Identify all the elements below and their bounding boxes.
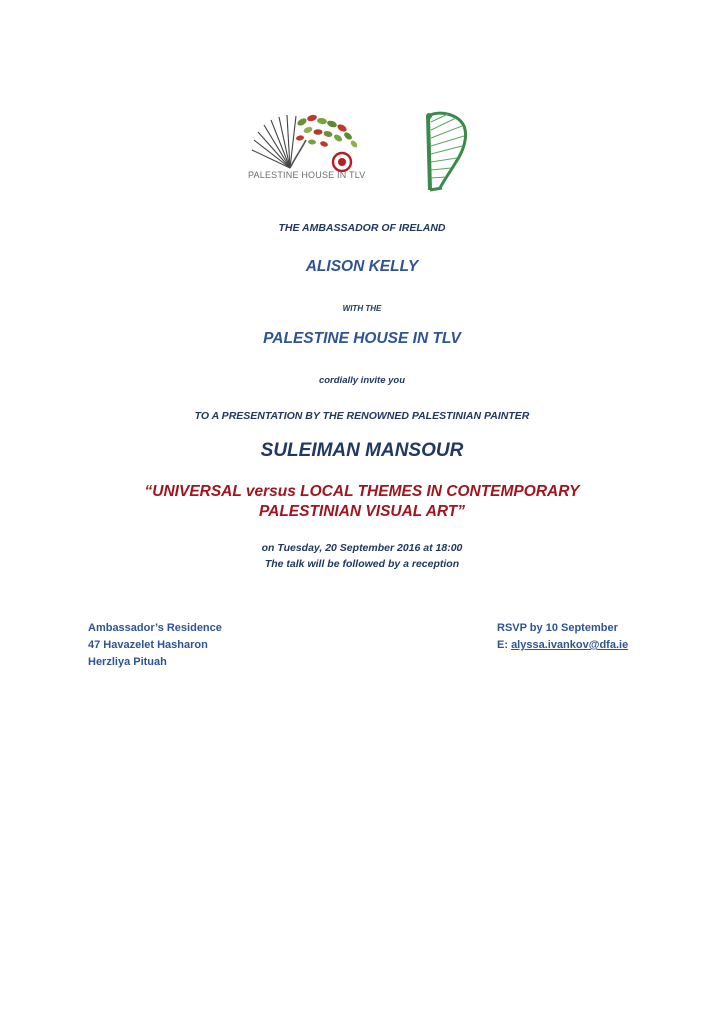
irish-harp-logo (418, 110, 470, 192)
rsvp-email-link[interactable]: alyssa.ivankov@dfa.ie (511, 639, 629, 651)
invite-text: cordially invite you (318, 375, 406, 386)
rsvp-deadline: RSVP by 10 September (497, 622, 618, 634)
rsvp-email-line (497, 637, 628, 654)
painter-name: SULEIMAN MANSOUR (260, 440, 464, 461)
rsvp-email-prefix: E: (497, 639, 512, 651)
reception-note: The talk will be followed by a reception (264, 558, 460, 570)
host-title: THE AMBASSADOR OF IRELAND (278, 222, 446, 234)
talk-title-line-2: PALESTINIAN VISUAL ART” (258, 503, 466, 520)
address-line-1: Ambassador’s Residence (88, 622, 222, 634)
logo-row (0, 108, 724, 198)
rsvp-block (497, 620, 628, 654)
event-details (0, 540, 724, 572)
with-the-text: WITH THE (342, 304, 382, 313)
palestine-house-tree-icon (246, 110, 386, 172)
talk-title-line-1: “UNIVERSAL versus LOCAL THEMES IN CONTEMPORARY (144, 483, 580, 500)
talk-title (0, 482, 724, 522)
palestine-house-logo (246, 110, 386, 192)
host-name: ALISON KELLY (305, 258, 419, 275)
palestine-house-logo-text: PALESTINE HOUSE IN TLV (248, 170, 366, 180)
event-date: on Tuesday, 20 September 2016 at 18:00 (261, 542, 463, 554)
address-line-2: 47 Havazelet Hasharon (88, 639, 208, 651)
presentation-text: TO A PRESENTATION BY THE RENOWNED PALESTINIAN PAINTER (194, 410, 530, 422)
irish-harp-icon (418, 110, 470, 192)
venue-address (88, 620, 222, 671)
partner-name: PALESTINE HOUSE IN TLV (263, 330, 461, 347)
address-line-3: Herzliya Pituah (88, 656, 167, 668)
